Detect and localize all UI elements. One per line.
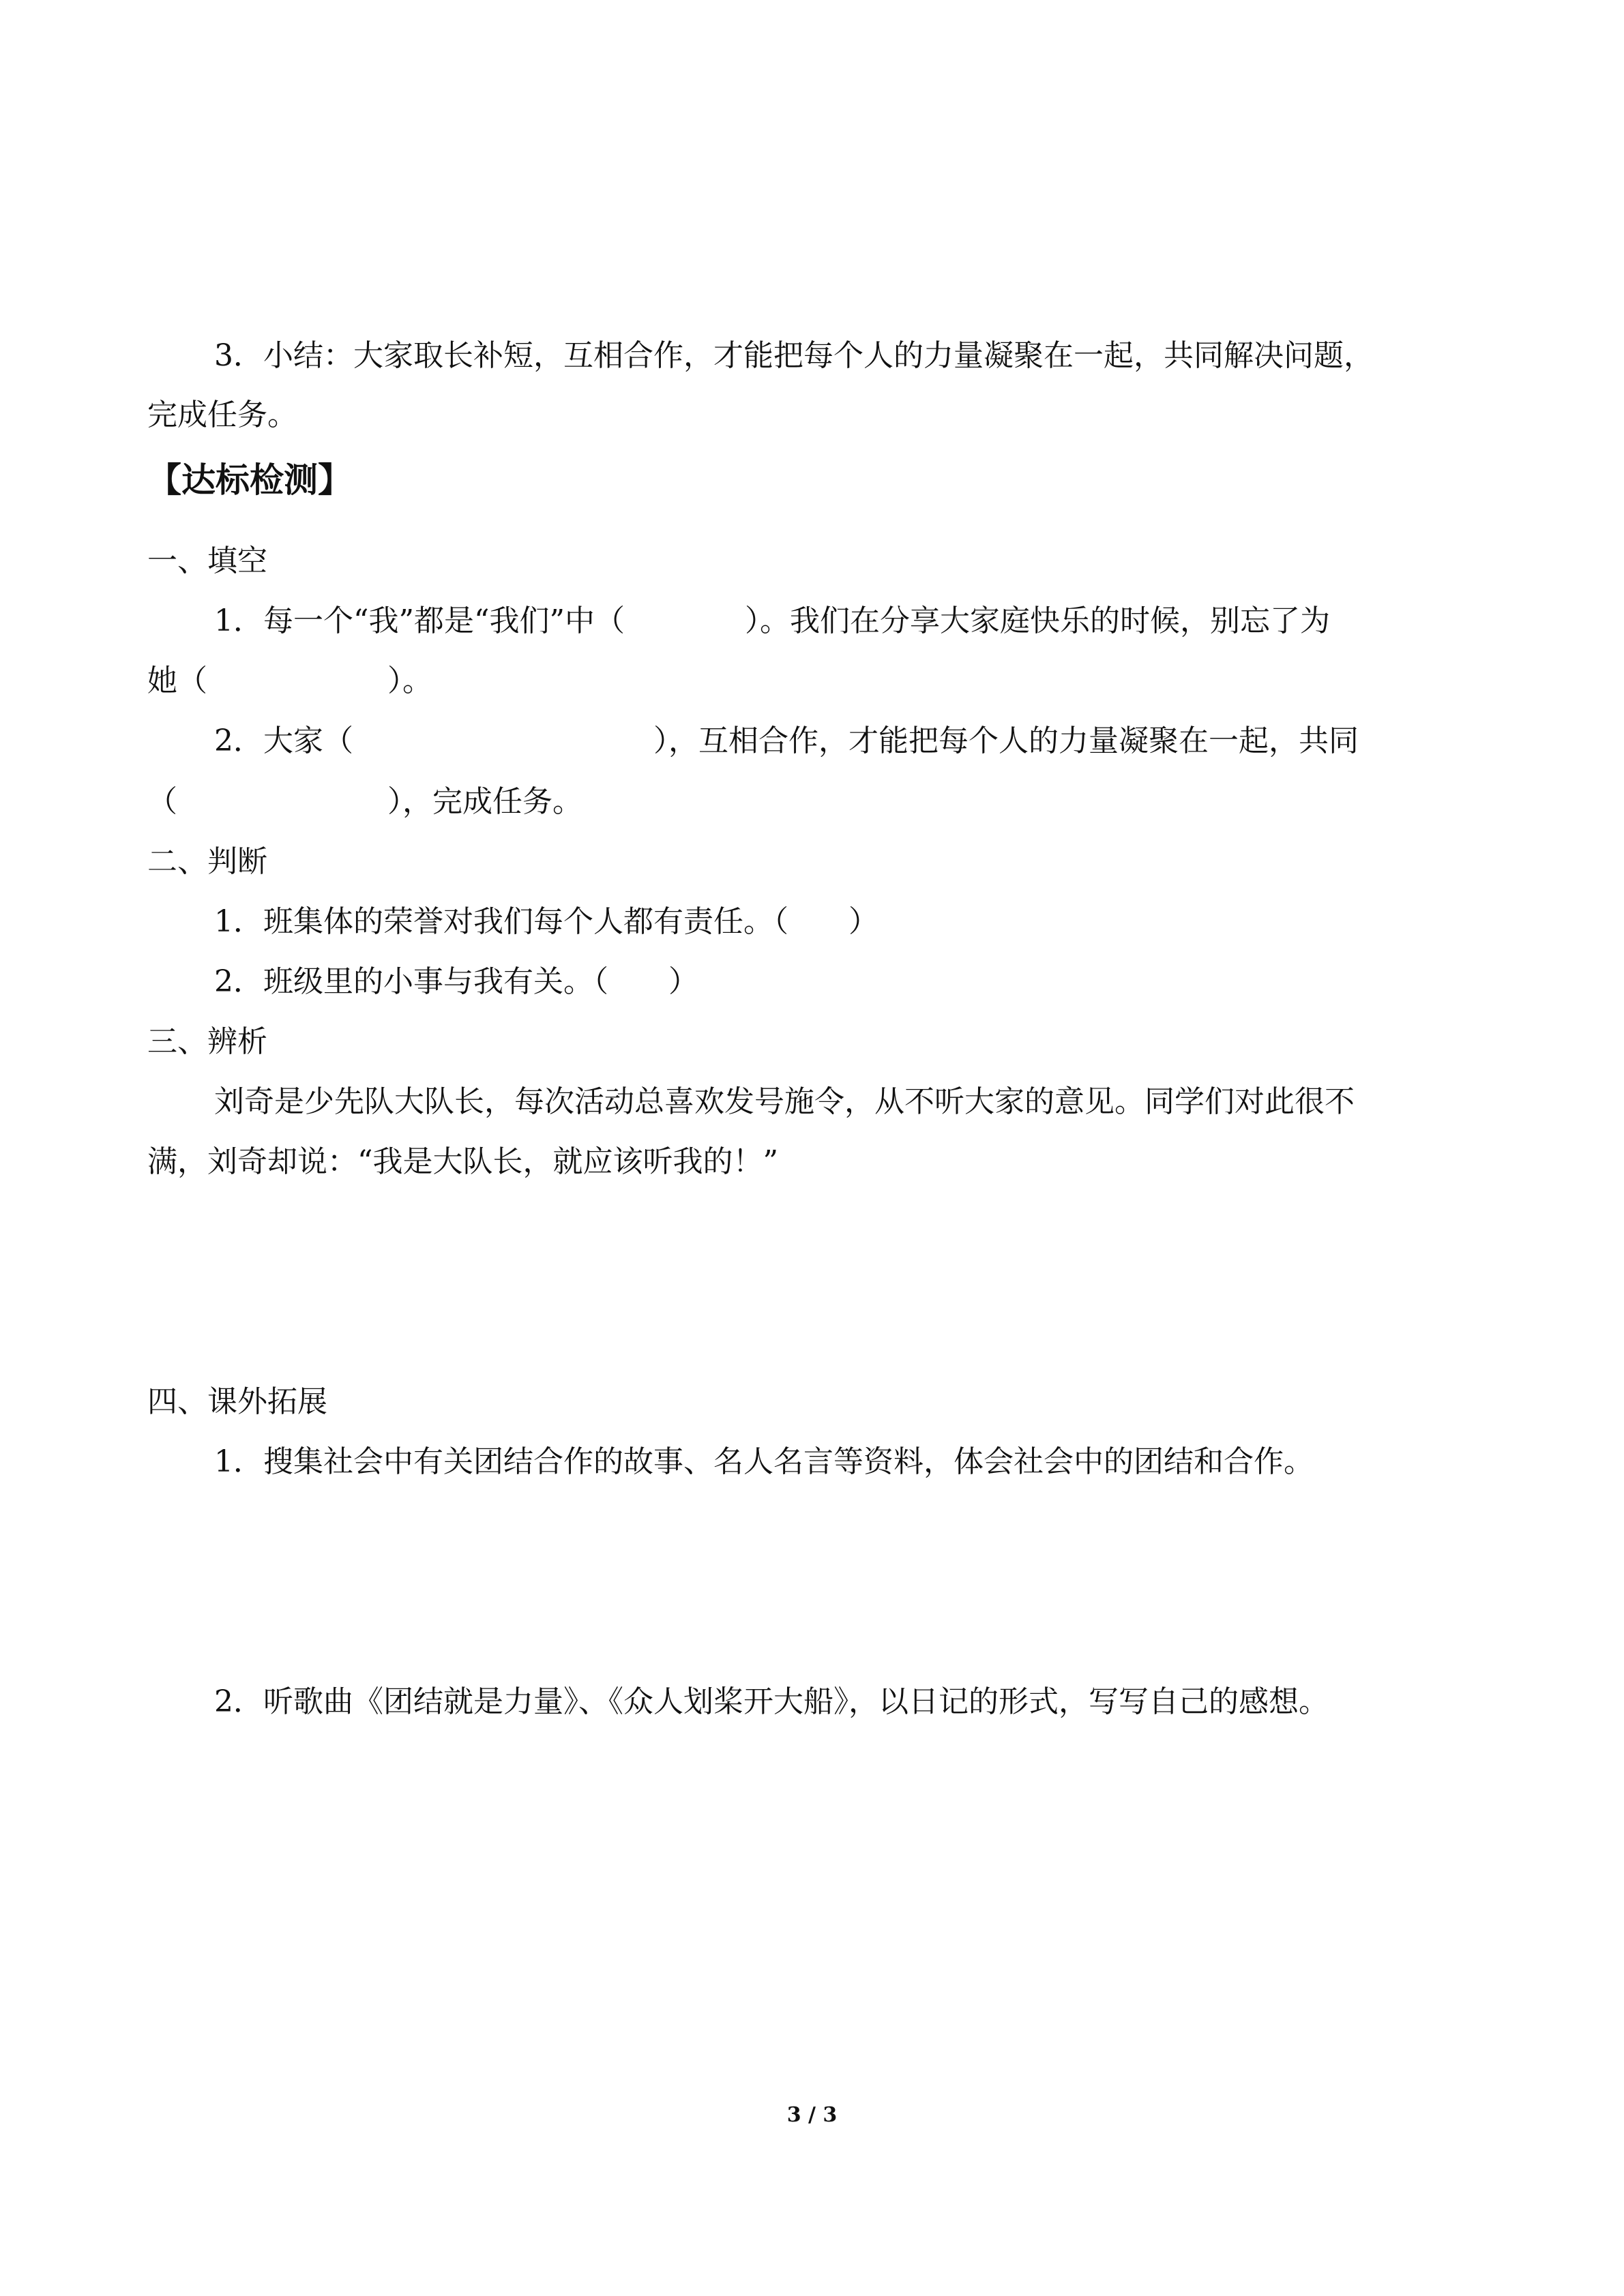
extension-q2: 2．听歌曲《团结就是力量》、《众人划桨开大船》，以日记的形式，写写自己的感想。 [214,1684,1329,1719]
analysis-line-1: 刘奇是少先队大队长，每次活动总喜欢发号施令，从不听大家的意见。同学们对此很不 [214,1084,1355,1119]
extension-title: 四、课外拓展 [147,1384,327,1419]
judge-q1: 1．班集体的荣誉对我们每个人都有责任。（ ） [214,904,879,939]
fill-blank-q2-line-1: 2．大家（ ），互相合作，才能把每个人的力量凝聚在一起，共同 [214,724,1359,758]
analysis-line-2: 满，刘奇却说：“我是大队长，就应该听我的！” [147,1144,778,1179]
judge-q2: 2．班级里的小事与我有关。（ ） [214,964,698,999]
summary-line-1: 3．小结：大家取长补短，互相合作，才能把每个人的力量凝聚在一起，共同解决问题， [214,338,1374,373]
page-number: 3 / 3 [786,2103,838,2127]
analysis-title: 三、辨析 [147,1024,267,1059]
fill-blank-q1-line-2: 她（ ）。 [147,664,432,698]
extension-q1: 1．搜集社会中有关团结合作的故事、名人名言等资料，体会社会中的团结和合作。 [214,1444,1314,1479]
judge-title: 二、判断 [147,844,267,879]
summary-line-2: 完成任务。 [147,398,297,432]
fill-blank-q2-line-2: （ ），完成任务。 [147,784,582,819]
section-heading: 【达标检测】 [147,460,352,500]
fill-blank-q1-line-1: 1．每一个“我”都是“我们”中（ ）。我们在分享大家庭快乐的时候，别忘了为 [214,603,1330,638]
fill-blank-title: 一、填空 [147,543,267,578]
